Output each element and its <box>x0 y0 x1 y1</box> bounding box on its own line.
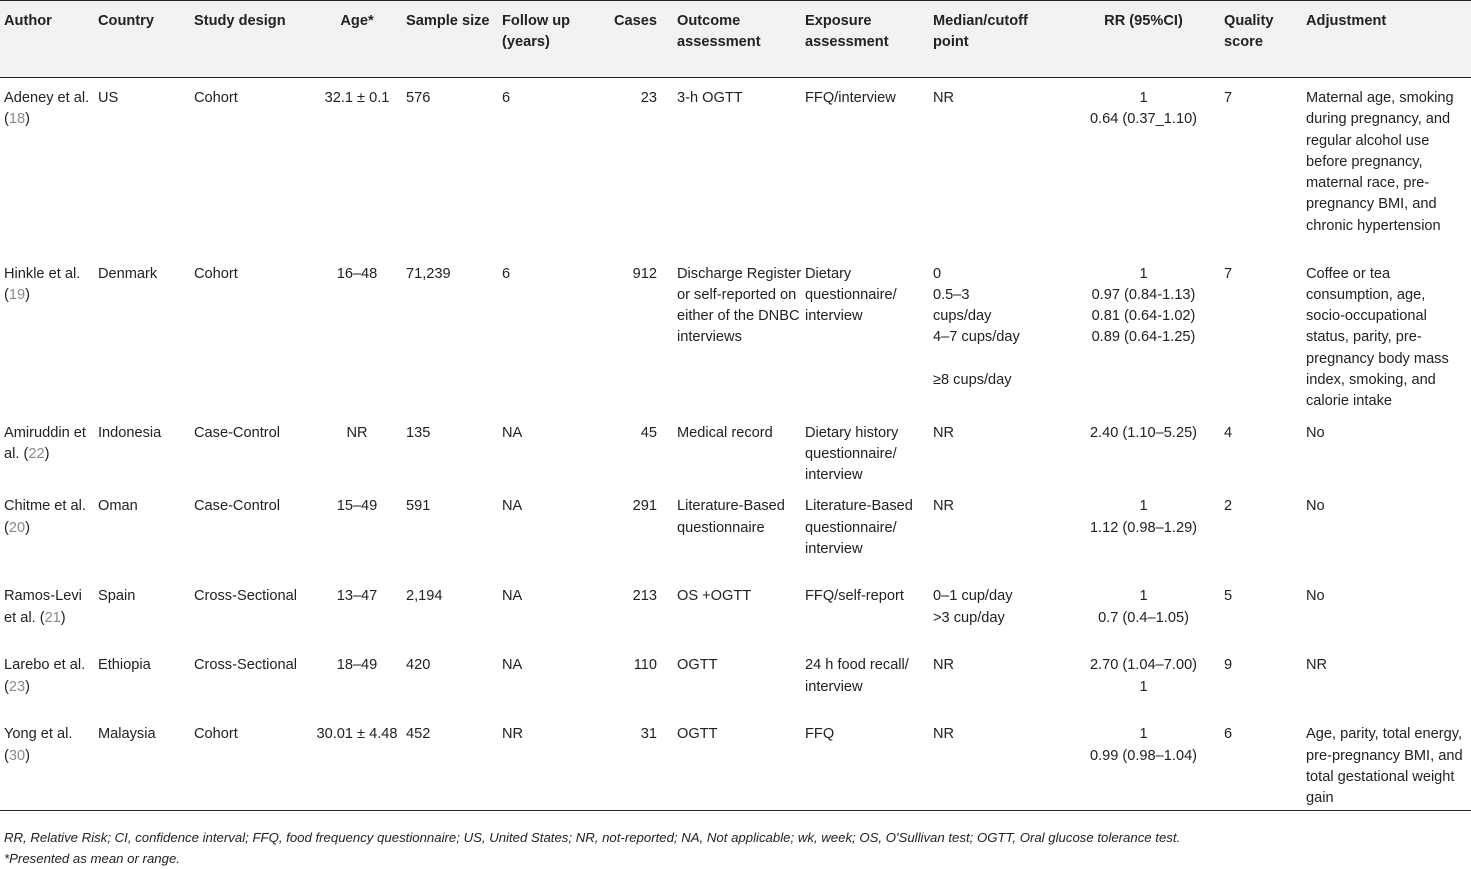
header-quality-score: Quality score <box>1224 13 1274 51</box>
median-line: NR <box>933 726 955 743</box>
cell-cases: 110 <box>633 657 657 674</box>
median-line: 0–1 cup/day <box>933 588 1013 605</box>
table-row <box>0 576 1471 645</box>
cell-quality-score: 5 <box>1224 588 1233 605</box>
cell-study-design: Case-Control <box>194 498 280 515</box>
median-line <box>933 349 1063 370</box>
cell-exposure-assessment: Literature-Based questionnaire/ interview <box>805 498 913 558</box>
rr-line: 0.64 (0.37_1.10) <box>1089 111 1198 128</box>
author-name: Ramos-Levi et al. <box>4 588 82 626</box>
cell-author: Adeney et al. (18) <box>4 90 90 128</box>
author-name: Amiruddin et al. <box>4 424 86 462</box>
author-reference: 19 <box>8 286 26 303</box>
median-line: >3 cup/day <box>933 609 1005 626</box>
rr-line: 0.89 (0.64-1.25) <box>1091 329 1196 346</box>
cell-quality-score: 9 <box>1224 657 1233 674</box>
cell-follow-up: 6 <box>502 90 511 106</box>
cell-cases: 291 <box>632 498 657 515</box>
cell-sample-size: 576 <box>406 90 431 106</box>
cell-median-cutoff <box>933 413 1063 487</box>
rr-line: 2.40 (1.10–5.25) <box>1089 424 1198 441</box>
cell-exposure-assessment: FFQ/interview <box>805 90 896 106</box>
cell-age: 16–48 <box>336 265 378 282</box>
cell-rr <box>1063 714 1224 810</box>
cell-rr <box>1063 486 1224 576</box>
table-row <box>0 78 1471 254</box>
table-body <box>0 78 1471 811</box>
cell-median-cutoff <box>933 254 1063 413</box>
cell-median-cutoff <box>933 486 1063 576</box>
author-name: Hinkle et al. <box>4 265 81 282</box>
cell-adjustment: NR <box>1306 657 1328 674</box>
author-name: Yong et al. <box>4 726 73 743</box>
header-adjustment: Adjustment <box>1306 13 1387 29</box>
cell-study-design: Cohort <box>194 726 238 743</box>
cell-quality-score: 6 <box>1224 726 1233 743</box>
header-cases: Cases <box>613 13 657 29</box>
cell-follow-up: NR <box>502 726 524 743</box>
cell-rr <box>1063 78 1224 254</box>
rr-line: 1 <box>1139 265 1148 282</box>
rr-line: 0.97 (0.84-1.13) <box>1091 286 1196 303</box>
cell-exposure-assessment: Dietary history questionnaire/ interview <box>805 424 899 484</box>
table-row <box>0 254 1471 413</box>
cell-rr <box>1063 413 1224 487</box>
rr-line: 1 <box>1139 90 1148 106</box>
header-author: Author <box>4 13 52 29</box>
rr-line: 2.70 (1.04–7.00) <box>1089 657 1198 674</box>
cell-age: 32.1 ± 0.1 <box>324 90 390 106</box>
cell-country: Ethiopia <box>98 657 151 674</box>
median-line: NR <box>933 90 955 106</box>
cell-country: Spain <box>98 588 136 605</box>
cell-age: 15–49 <box>336 498 378 515</box>
cell-quality-score: 2 <box>1224 498 1233 515</box>
median-line: NR <box>933 657 955 674</box>
cell-study-design: Cohort <box>194 90 238 106</box>
header-row <box>0 1 1471 78</box>
header-study-design: Study design <box>194 13 286 29</box>
cell-follow-up: NA <box>502 424 523 441</box>
cell-age: 18–49 <box>336 657 378 674</box>
author-name: Chitme et al. <box>4 498 86 515</box>
cell-country: Oman <box>98 498 138 515</box>
rr-line: 0.81 (0.64-1.02) <box>1091 308 1196 325</box>
median-line: cups/day <box>933 308 992 325</box>
rr-line: 1 <box>1139 678 1148 695</box>
cell-adjustment: No <box>1306 498 1325 515</box>
header-country: Country <box>98 13 154 29</box>
cell-follow-up: 6 <box>502 265 511 282</box>
cell-sample-size: 2,194 <box>406 588 443 605</box>
cell-adjustment: Maternal age, smoking during pregnancy, and regular alcohol use before pregnancy, maternal race, pre-pregnancy BMI, and chronic hypertension <box>1306 90 1454 234</box>
cell-sample-size: 420 <box>406 657 431 674</box>
cell-cases: 45 <box>640 424 657 441</box>
rr-line: 1 <box>1139 498 1148 515</box>
cell-quality-score: 4 <box>1224 424 1233 441</box>
cell-follow-up: NA <box>502 498 523 515</box>
cell-adjustment: No <box>1306 424 1325 441</box>
author-reference: 23 <box>8 678 26 695</box>
median-line: 4–7 cups/day <box>933 329 1020 346</box>
cell-study-design: Case-Control <box>194 424 280 441</box>
cell-follow-up: NA <box>502 657 523 674</box>
header-follow-up: Follow up (years) <box>502 13 571 51</box>
median-line: 0 <box>933 265 942 282</box>
cell-median-cutoff <box>933 576 1063 645</box>
cell-cases: 23 <box>640 90 657 106</box>
cell-cases: 213 <box>632 588 657 605</box>
table-row <box>0 645 1471 714</box>
cell-outcome-assessment: 3-h OGTT <box>677 90 743 106</box>
cell-age: 13–47 <box>336 588 378 605</box>
cell-exposure-assessment: FFQ/self-report <box>805 588 904 605</box>
author-reference: 18 <box>8 111 26 128</box>
cell-median-cutoff <box>933 78 1063 254</box>
author-reference: 21 <box>44 609 61 626</box>
cell-rr <box>1063 645 1224 714</box>
table-header <box>0 1 1471 78</box>
table-row <box>0 413 1471 487</box>
cell-sample-size: 452 <box>406 726 431 743</box>
cell-rr <box>1063 576 1224 645</box>
cell-author: Ramos-Levi et al. (21) <box>4 588 82 626</box>
cell-sample-size: 591 <box>406 498 431 515</box>
author-reference: 22 <box>28 445 45 462</box>
cell-outcome-assessment: Discharge Register or self-reported on either of the DNBC interviews <box>677 265 802 346</box>
header-rr: RR (95%CI) <box>1104 13 1183 29</box>
median-line: ≥8 cups/day <box>933 371 1012 388</box>
cell-country: Malaysia <box>98 726 156 743</box>
footnote-abbreviations: RR, Relative Risk; CI, confidence interval; FFQ, food frequency questionnaire; US, United States; NR, not-reported; NA, Not applicable; wk, week; OS, O'Sullivan test; OGTT, Oral glucose tolerance test. <box>4 830 1181 845</box>
rr-line: 0.7 (0.4–1.05) <box>1098 609 1189 626</box>
header-exposure-assessment: Exposure assessment <box>805 13 889 51</box>
cell-outcome-assessment: OS +OGTT <box>677 588 752 605</box>
header-age: Age* <box>340 13 374 29</box>
author-name: Adeney et al. <box>4 90 90 106</box>
author-reference: 30 <box>8 747 26 764</box>
header-sample-size: Sample size <box>406 13 490 29</box>
median-line: NR <box>933 424 955 441</box>
cell-study-design: Cross-Sectional <box>194 588 298 605</box>
cell-author: Larebo et al. (23) <box>4 657 86 695</box>
cell-follow-up: NA <box>502 588 523 605</box>
cell-outcome-assessment: Medical record <box>677 424 773 441</box>
cell-adjustment: No <box>1306 588 1325 605</box>
cell-cases: 31 <box>640 726 657 743</box>
table-footnotes <box>4 827 1180 869</box>
cell-author: Amiruddin et al. (22) <box>4 424 86 462</box>
author-reference: 20 <box>8 519 26 536</box>
header-outcome-assessment: Outcome assessment <box>677 13 761 51</box>
cell-exposure-assessment: 24 h food recall/ interview <box>805 657 909 695</box>
cell-sample-size: 135 <box>406 424 431 441</box>
cell-country: US <box>98 90 119 106</box>
header-median-cutoff: Median/cutoff point <box>933 13 1028 51</box>
table-row <box>0 486 1471 576</box>
cell-adjustment: Age, parity, total energy, pre-pregnancy BMI, and total gestational weight gain <box>1306 726 1463 807</box>
table-row <box>0 714 1471 810</box>
cell-author: Chitme et al. (20) <box>4 498 86 536</box>
cell-outcome-assessment: Literature-Based questionnaire <box>677 498 785 536</box>
rr-line: 0.99 (0.98–1.04) <box>1089 747 1198 764</box>
cell-rr <box>1063 254 1224 413</box>
cell-outcome-assessment: OGTT <box>677 657 718 674</box>
cell-sample-size: 71,239 <box>406 265 451 282</box>
cell-quality-score: 7 <box>1224 90 1233 106</box>
cell-age: NR <box>346 424 368 441</box>
cell-country: Denmark <box>98 265 158 282</box>
cell-study-design: Cohort <box>194 265 238 282</box>
median-line: NR <box>933 498 955 515</box>
rr-line: 1 <box>1139 726 1148 743</box>
cell-median-cutoff <box>933 714 1063 810</box>
cell-outcome-assessment: OGTT <box>677 726 718 743</box>
footnote-age-note: *Presented as mean or range. <box>4 851 180 866</box>
cell-author: Yong et al. (30) <box>4 726 73 764</box>
cell-median-cutoff <box>933 645 1063 714</box>
cell-cases: 912 <box>632 265 657 282</box>
cell-age: 30.01 ± 4.48 <box>316 726 398 743</box>
rr-line: 1 <box>1139 588 1148 605</box>
cell-adjustment: Coffee or tea consumption, age, socio-occupational status, parity, pre-pregnancy body mass index, smoking, and calorie intake <box>1306 265 1449 410</box>
cell-quality-score: 7 <box>1224 265 1233 282</box>
median-line: 0.5–3 <box>933 286 970 303</box>
cell-exposure-assessment: FFQ <box>805 726 835 743</box>
author-name: Larebo et al. <box>4 657 86 674</box>
cell-exposure-assessment: Dietary questionnaire/ interview <box>805 265 897 325</box>
cell-country: Indonesia <box>98 424 162 441</box>
cell-author: Hinkle et al. (19) <box>4 265 81 303</box>
cell-study-design: Cross-Sectional <box>194 657 298 674</box>
rr-line: 1.12 (0.98–1.29) <box>1089 519 1198 536</box>
